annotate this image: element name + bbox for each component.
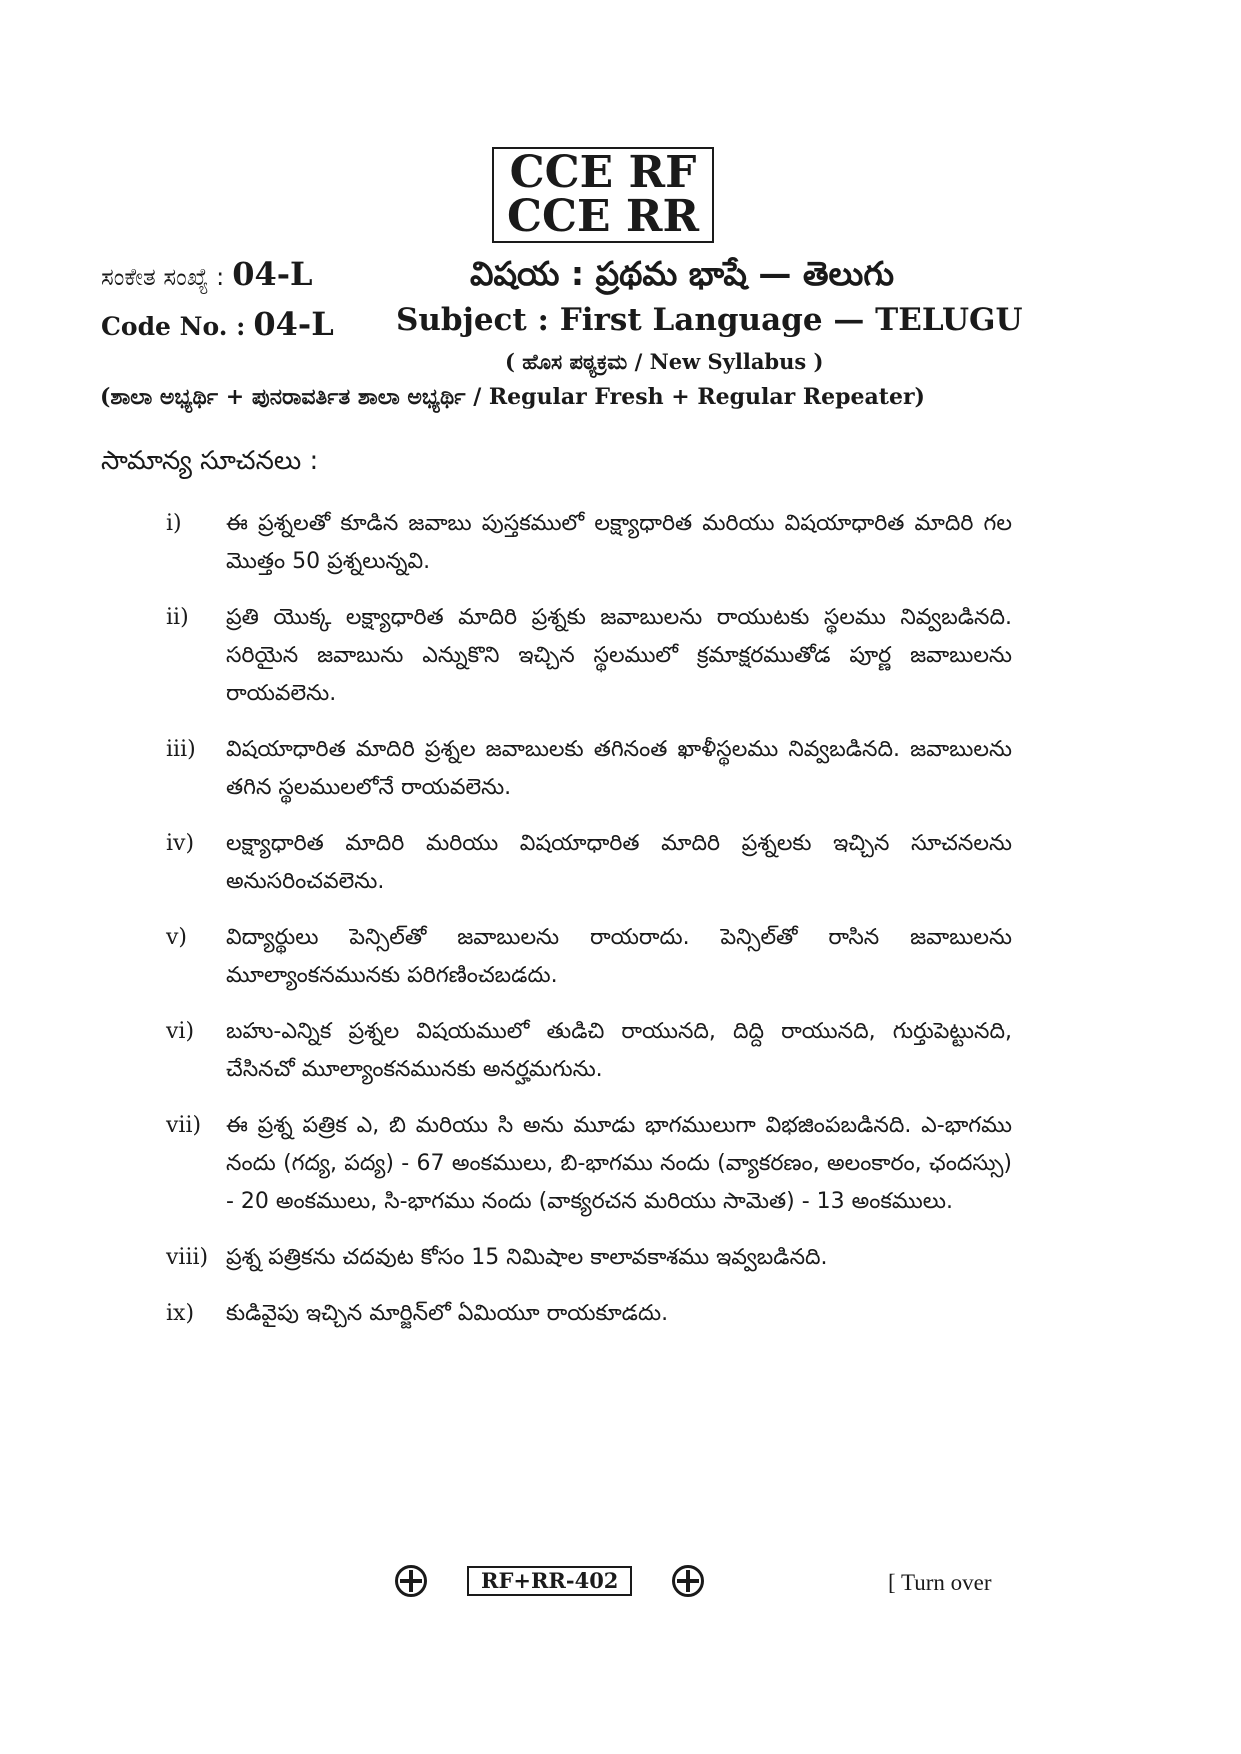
instruction-item bbox=[166, 505, 1012, 581]
english-code-value: 04-L bbox=[253, 305, 334, 343]
instruction-number: vi) bbox=[166, 1019, 195, 1044]
instruction-number: viii) bbox=[166, 1245, 209, 1270]
instruction-text: లక్ష్యాధారిత మాదిరి మరియు విషయాధారిత మాదిరి ప్రశ్నలకు ఇచ్చిన సూచనలను అనుసరించవలెను. bbox=[226, 831, 1012, 894]
instruction-number: i) bbox=[166, 511, 182, 536]
instruction-text: ప్రశ్న పత్రికను చదవుట కోసం 15 నిమిషాల కాలావకాశము ఇవ్వబడినది. bbox=[226, 1245, 828, 1270]
instruction-item bbox=[166, 919, 1012, 995]
syllabus-label: ( ಹೊಸ ಪಠ್ಯಕ್ರಮ / New Syllabus ) bbox=[505, 349, 824, 374]
english-subject: Subject : First Language — TELUGU bbox=[396, 302, 1023, 338]
instruction-text: బహు-ఎన్నిక ప్రశ్నల విషయములో తుడిచి రాయునది, దిద్ది రాయునది, గుర్తుపెట్టునది, చేసినచో మూల్యాంకనమునకు అనర్హమగును. bbox=[226, 1019, 1012, 1082]
instruction-text: విషయాధారిత మాదిరి ప్రశ్నల జవాబులకు తగినంత ఖాళీస్థలము నివ్వబడినది. జవాబులను తగిన స్థలములలోనే రాయవలెను. bbox=[226, 737, 1012, 800]
registration-mark-icon bbox=[395, 1565, 427, 1597]
exam-code-line-1: CCE RF bbox=[509, 147, 697, 198]
instructions-heading: సామాన్య సూచనలు : bbox=[101, 446, 319, 476]
instruction-item bbox=[166, 1013, 1012, 1089]
exam-code-box bbox=[492, 147, 714, 243]
instruction-text: ప్రతి యొక్క లక్ష్యాధారిత మాదిరి ప్రశ్నకు జవాబులను రాయుటకు స్థలము నివ్వబడినది. సరియైన జవాబును ఎన్నుకొని ఇచ్చిన స్థలములో క్రమాక్షరముతోడ పూర్ణ జవాబులను రాయవలెను. bbox=[226, 605, 1012, 706]
instruction-text: ఈ ప్రశ్న పత్రిక ఎ, బి మరియు సి అను మూడు భాగములుగా విభజింపబడినది. ఎ-భాగము నందు (గద్య, పద్య) - 67 అంకములు, బి-భాగము నందు (వ్యాకరణం, అలంకారం, ఛందస్సు) - 20 అంకములు, సి-భాగము నందు (వాక్యరచన మరియు సామెత) - 13 అంకములు. bbox=[226, 1113, 1012, 1214]
instruction-number: ii) bbox=[166, 605, 189, 630]
instruction-item bbox=[166, 1295, 1012, 1333]
instruction-number: iv) bbox=[166, 831, 195, 856]
kannada-code-value: 04-L bbox=[232, 255, 313, 293]
instruction-item bbox=[166, 1239, 1012, 1277]
instruction-number: ix) bbox=[166, 1301, 195, 1326]
kannada-code-number bbox=[101, 255, 313, 293]
english-code-label: Code No. : bbox=[101, 312, 246, 341]
kannada-code-label: ಸಂಕೇತ ಸಂಖ್ಯೆ : bbox=[101, 263, 225, 291]
instruction-text: కుడివైపు ఇచ్చిన మార్జిన్‌లో ఏమియూ రాయకూడదు. bbox=[226, 1301, 669, 1326]
instruction-text: ఈ ప్రశ్నలతో కూడిన జవాబు పుస్తకములో లక్ష్యాధారిత మరియు విషయాధారిత మాదిరి గల మొత్తం 50 ప్రశ్నలున్నవి. bbox=[226, 511, 1012, 574]
registration-mark-icon bbox=[672, 1565, 704, 1597]
instruction-item bbox=[166, 825, 1012, 901]
instruction-item bbox=[166, 731, 1012, 807]
instruction-text: విద్యార్థులు పెన్సిల్‌తో జవాబులను రాయరాదు. పెన్సిల్‌తో రాసిన జవాబులను మూల్యాంకనమునకు పరిగణించబడదు. bbox=[226, 925, 1012, 988]
instruction-number: iii) bbox=[166, 737, 196, 762]
exam-code-line-2: CCE RR bbox=[506, 191, 700, 242]
instruction-number: v) bbox=[166, 925, 188, 950]
page-footer bbox=[395, 1565, 704, 1597]
instruction-number: vii) bbox=[166, 1113, 202, 1138]
english-code-number bbox=[101, 305, 334, 343]
turn-over-label: [ Turn over bbox=[888, 1570, 992, 1595]
instruction-item bbox=[166, 1107, 1012, 1221]
candidate-type: (ಶಾಲಾ ಅಭ್ಯರ್ಥಿ + ಪುನರಾವರ್ತಿತ ಶಾಲಾ ಅಭ್ಯರ್ಥಿ / Regular Fresh + Regular Repeater) bbox=[100, 384, 925, 410]
instruction-item bbox=[166, 599, 1012, 713]
paper-code: RF+RR-402 bbox=[467, 1566, 632, 1596]
instructions-list bbox=[166, 505, 1012, 1351]
telugu-subject: విషయ : ప్రథమ భాషే — తెలుగు bbox=[470, 254, 895, 293]
